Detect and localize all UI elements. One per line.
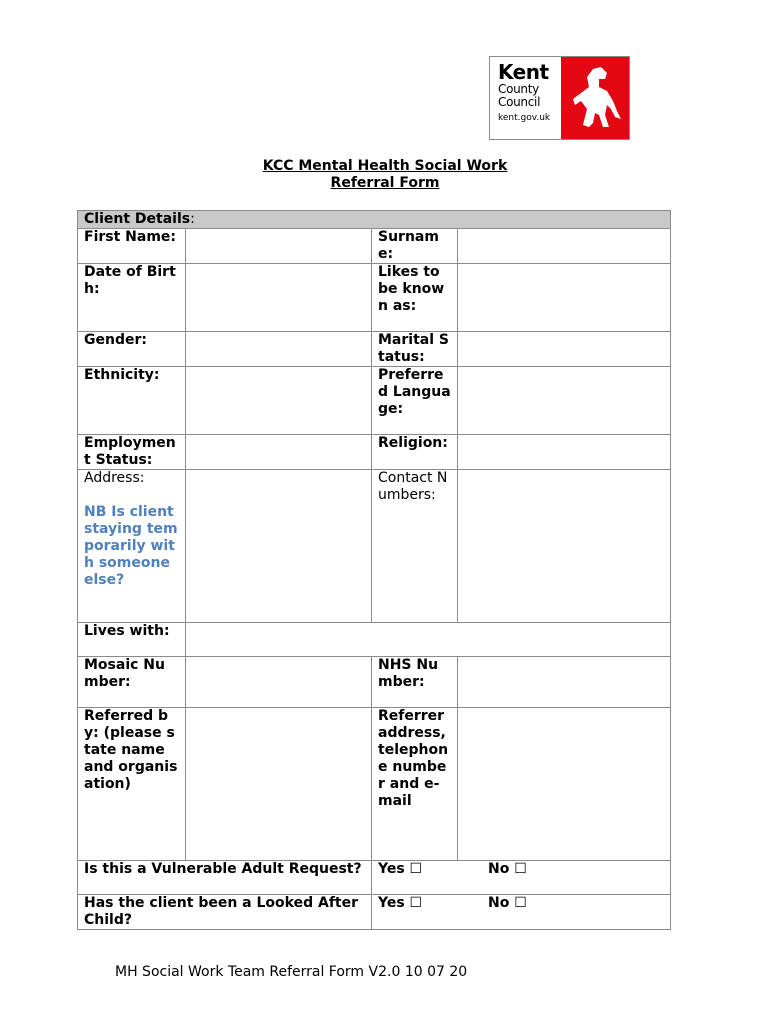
nhs-number-field[interactable] [458,657,671,708]
preferred-language-label: Preferred Language: [372,367,458,435]
dob-label: Date of Birth: [78,264,186,332]
marital-status-field[interactable] [458,332,671,367]
referral-form-table [77,210,671,930]
vulnerable-adult-label: Is this a Vulnerable Adult Request? [78,861,372,895]
nb-note: NB Is client staying temporarily with someone else? [84,504,178,588]
referrer-contact-label: Referrer address, telephone number and e-mail [372,708,458,861]
lives-with-label: Lives with: [78,623,186,657]
logo-council: Council [498,95,541,109]
looked-after-child-yes-checkbox[interactable]: Yes ☐ [378,895,423,911]
form-title [0,158,770,192]
religion-field[interactable] [458,435,671,470]
ethnicity-label: Ethnicity: [78,367,186,435]
lives-with-field[interactable] [186,623,671,657]
mosaic-number-field[interactable] [186,657,372,708]
employment-status-field[interactable] [186,435,372,470]
client-details-header: Client Details: [78,211,671,229]
mosaic-number-label: Mosaic Number: [78,657,186,708]
address-label: Address: [84,470,145,486]
nhs-number-label: NHS Number: [372,657,458,708]
logo-kent: Kent [498,60,549,84]
looked-after-child-label: Has the client been a Looked After Child? [78,895,372,930]
dob-field[interactable] [186,264,372,332]
surname-field[interactable] [458,229,671,264]
likes-known-as-label: Likes to be known as: [372,264,458,332]
religion-label: Religion: [372,435,458,470]
vulnerable-adult-yes-checkbox[interactable]: Yes ☐ [378,861,423,877]
logo-county: County [498,82,539,96]
vulnerable-adult-no-checkbox[interactable]: No ☐ [488,861,527,877]
logo-url: kent.gov.uk [498,113,551,123]
likes-known-as-field[interactable] [458,264,671,332]
first-name-field[interactable] [186,229,372,264]
gender-field[interactable] [186,332,372,367]
title-line-2: Referral Form [330,175,440,191]
footer-text: MH Social Work Team Referral Form V2.0 10 07 20 [115,964,468,980]
marital-status-label: Marital Status: [372,332,458,367]
surname-label: Surname: [372,229,458,264]
address-field[interactable] [186,470,372,623]
ethnicity-field[interactable] [186,367,372,435]
referrer-contact-field[interactable] [458,708,671,861]
referred-by-field[interactable] [186,708,372,861]
logo-text [490,57,560,139]
contact-numbers-label: Contact Numbers: [372,470,458,623]
kcc-logo [489,56,630,140]
title-line-1: KCC Mental Health Social Work [262,158,508,174]
referred-by-label: Referred by: (please state name and organisation) [78,708,186,861]
contact-numbers-field[interactable] [458,470,671,623]
looked-after-child-options [372,895,671,930]
first-name-label: First Name: [78,229,186,264]
address-label-cell [78,470,186,623]
vulnerable-adult-options [372,861,671,895]
preferred-language-field[interactable] [458,367,671,435]
gender-label: Gender: [78,332,186,367]
employment-status-label: Employment Status: [78,435,186,470]
invicta-horse-icon [561,57,629,139]
looked-after-child-no-checkbox[interactable]: No ☐ [488,895,527,911]
